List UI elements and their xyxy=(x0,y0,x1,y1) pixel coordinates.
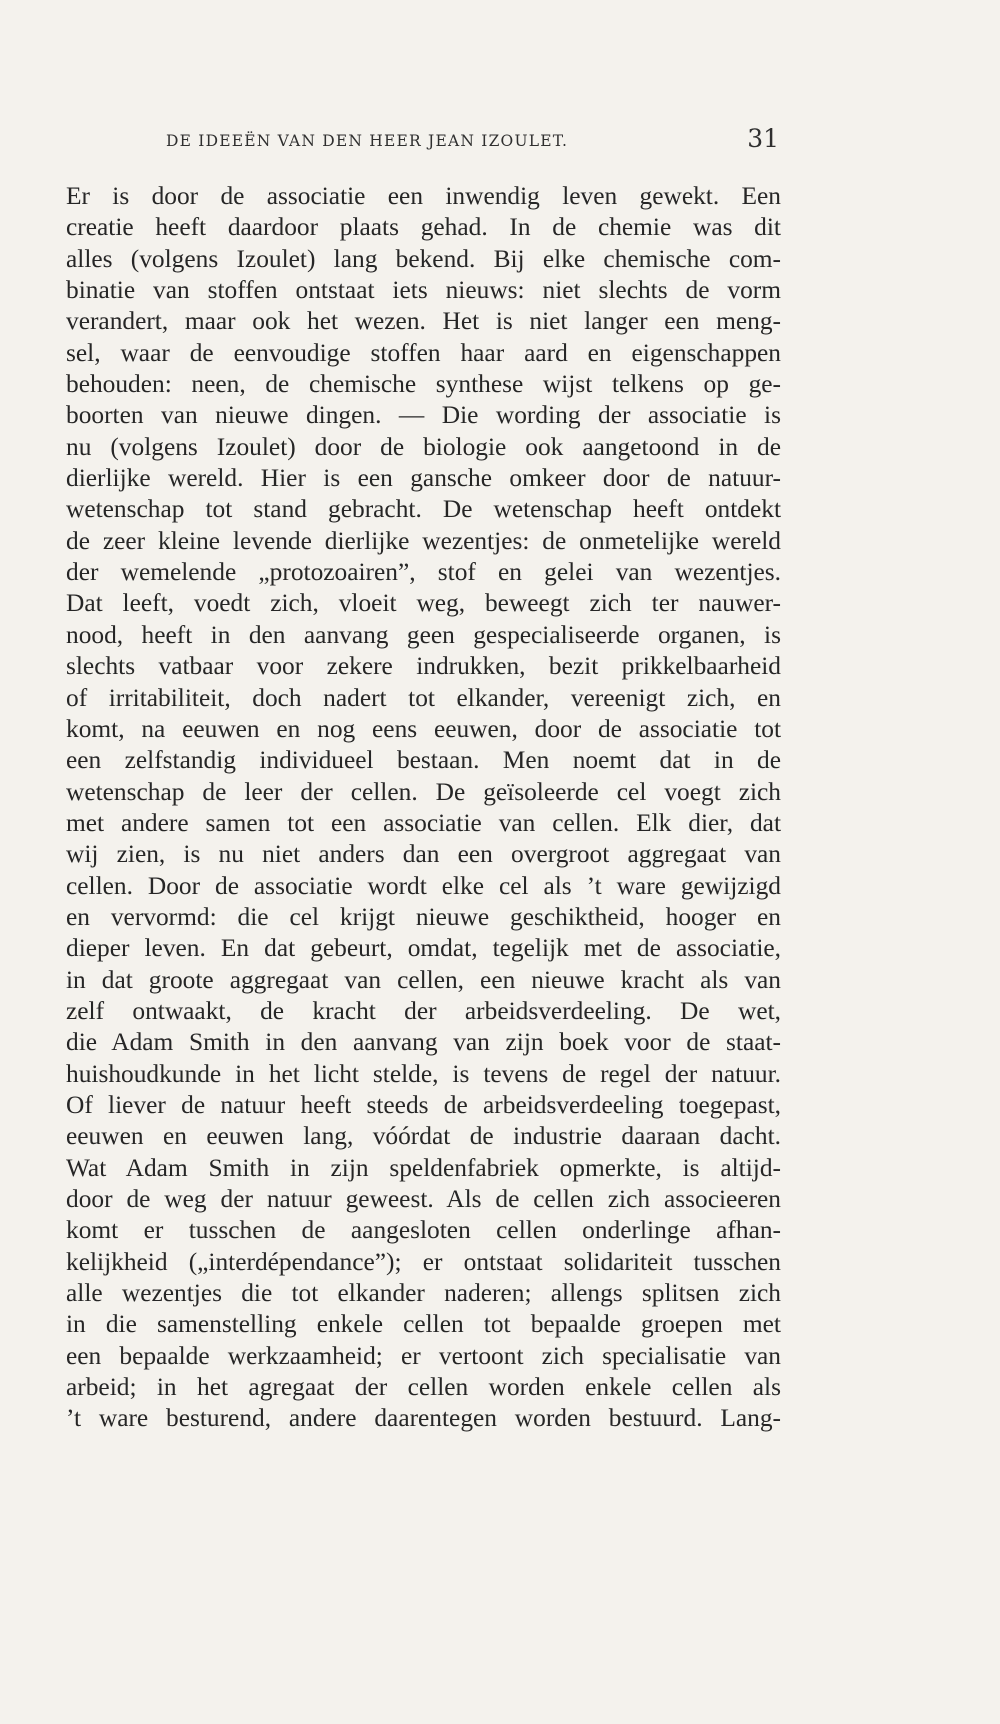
text-line: met andere samen tot een associatie van cellen. Elk dier, dat xyxy=(66,808,781,837)
text-line: Wat Adam Smith in zijn speldenfabriek opmerkte, is altijd- xyxy=(66,1153,781,1182)
text-line: komt, na eeuwen en nog eens eeuwen, door de associatie tot xyxy=(66,714,781,743)
text-line: nood, heeft in den aanvang geen gespecialiseerde organen, is xyxy=(66,620,781,649)
text-line: zelf ontwaakt, de kracht der arbeidsverdeeling. De wet, xyxy=(66,996,781,1025)
text-line: die Adam Smith in den aanvang van zijn boek voor de staat- xyxy=(66,1028,781,1057)
text-line: een bepaalde werkzaamheid; er vertoont zich specialisatie van xyxy=(66,1341,781,1370)
text-line: wij zien, is nu niet anders dan een overgroot aggregaat van xyxy=(66,840,781,869)
text-line: wetenschap de leer der cellen. De geïsoleerde cel voegt zich xyxy=(66,777,781,806)
body-text xyxy=(66,181,781,1435)
text-line: eeuwen en eeuwen lang, vóórdat de industrie daaraan dacht. xyxy=(66,1122,781,1151)
text-line: nu (volgens Izoulet) door de biologie ook aangetoond in de xyxy=(66,432,781,461)
text-line: arbeid; in het agregaat der cellen worden enkele cellen als xyxy=(66,1373,781,1402)
text-line: boorten van nieuwe dingen. — Die wording der associatie is xyxy=(66,401,781,430)
text-line: creatie heeft daardoor plaats gehad. In de chemie was dit xyxy=(66,213,781,242)
text-line: verandert, maar ook het wezen. Het is niet langer een meng- xyxy=(66,307,781,336)
text-line: sel, waar de eenvoudige stoffen haar aard en eigenschappen xyxy=(66,338,781,367)
text-line: dieper leven. En dat gebeurt, omdat, tegelijk met de associatie, xyxy=(66,934,781,963)
text-line: of irritabiliteit, doch nadert tot elkander, vereenigt zich, en xyxy=(66,683,781,712)
text-line: huishoudkunde in het licht stelde, is tevens de regel der natuur. xyxy=(66,1059,781,1088)
running-title: DE IDEEËN VAN DEN HEER JEAN IZOULET. xyxy=(166,132,569,150)
text-line: en vervormd: die cel krijgt nieuwe geschiktheid, hooger en xyxy=(66,902,781,931)
text-line: wetenschap tot stand gebracht. De wetenschap heeft ontdekt xyxy=(66,495,781,524)
text-line: in dat groote aggregaat van cellen, een nieuwe kracht als van xyxy=(66,965,781,994)
text-line: kelijkheid („interdépendance”); er ontstaat solidariteit tusschen xyxy=(66,1247,781,1276)
text-line: in die samenstelling enkele cellen tot bepaalde groepen met xyxy=(66,1310,781,1339)
page-number: 31 xyxy=(747,124,779,153)
text-line: slechts vatbaar voor zekere indrukken, bezit prikkelbaarheid xyxy=(66,652,781,681)
text-line: de zeer kleine levende dierlijke wezentjes: de onmetelijke wereld xyxy=(66,526,781,555)
text-line: alles (volgens Izoulet) lang bekend. Bij elke chemische com- xyxy=(66,244,781,273)
text-line: ’t ware besturend, andere daarentegen worden bestuurd. Lang- xyxy=(66,1404,781,1433)
text-line: door de weg der natuur geweest. Als de cellen zich associeeren xyxy=(66,1185,781,1213)
text-line: cellen. Door de associatie wordt elke cel als ’t ware gewijzigd xyxy=(66,871,781,900)
text-line: komt er tusschen de aangesloten cellen onderlinge afhan- xyxy=(66,1216,781,1245)
text-line: Of liever de natuur heeft steeds de arbeidsverdeeling toegepast, xyxy=(66,1090,781,1119)
text-line: Dat leeft, voedt zich, vloeit weg, beweegt zich ter nauwer- xyxy=(66,589,781,618)
text-line: alle wezentjes die tot elkander naderen; allengs splitsen zich xyxy=(66,1279,781,1308)
text-line: dierlijke wereld. Hier is een gansche omkeer door de natuur- xyxy=(66,464,781,493)
running-head xyxy=(166,124,786,158)
text-line: een zelfstandig individueel bestaan. Men noemt dat in de xyxy=(66,746,781,775)
text-line: der wemelende „protozoairen”, stof en gelei van wezentjes. xyxy=(66,558,781,587)
text-line: Er is door de associatie een inwendig leven gewekt. Een xyxy=(66,182,781,210)
text-line: behouden: neen, de chemische synthese wijst telkens op ge- xyxy=(66,370,781,399)
text-line: binatie van stoffen ontstaat iets nieuws: niet slechts de vorm xyxy=(66,276,781,305)
